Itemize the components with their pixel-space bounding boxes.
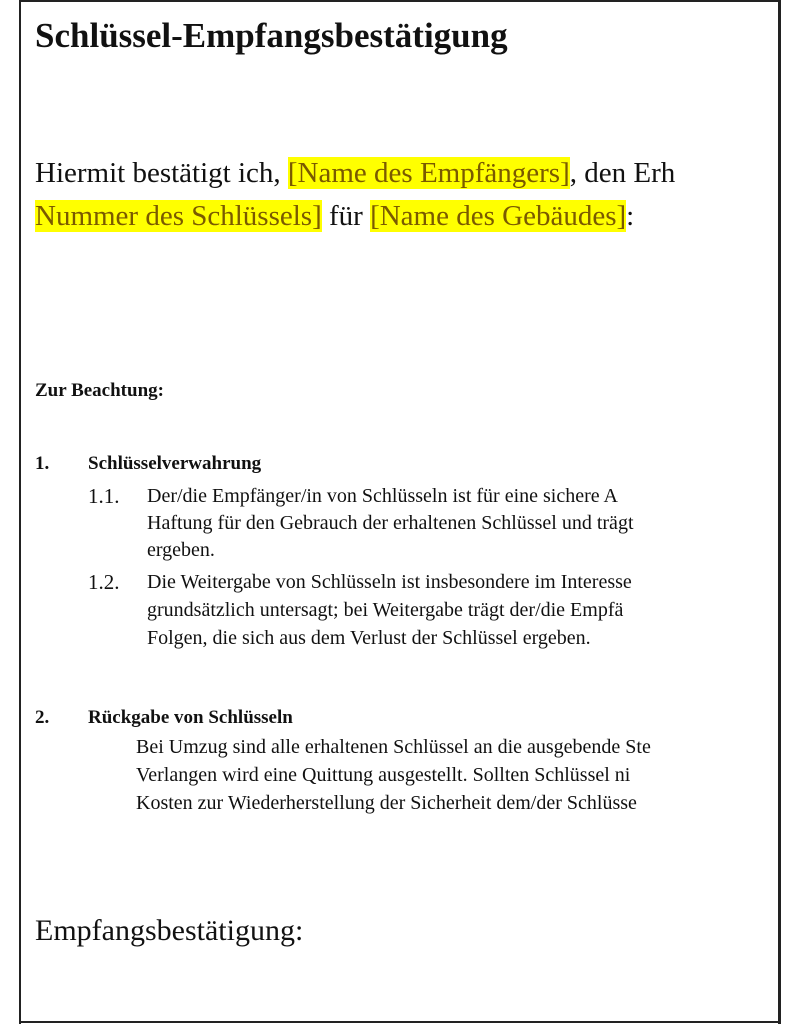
section-2-title: Rückgabe von Schlüsseln: [88, 707, 293, 728]
page-border-left: [19, 0, 21, 1024]
intro-suffix: , den Erh: [569, 157, 676, 189]
notice-heading: Zur Beachtung:: [35, 380, 164, 401]
item-1-1-line: Der/die Empfänger/in von Schlüsseln ist für eine sichere A: [147, 485, 618, 507]
intro-middle: für: [321, 200, 371, 232]
item-1-2-line: Folgen, die sich aus dem Verlust der Schlüssel ergeben.: [147, 627, 591, 649]
receipt-heading: Empfangsbestätigung:: [35, 914, 304, 947]
page-border-bottom: [19, 1021, 781, 1023]
item-1-2-number: 1.2.: [88, 570, 120, 594]
intro-line-2: [35, 195, 634, 237]
item-1-1-line: Haftung für den Gebrauch der erhaltenen Schlüssel und trägt: [147, 512, 634, 534]
page-border-top: [19, 0, 781, 2]
document-title: Schlüssel-Empfangsbestätigung: [35, 16, 508, 55]
intro-line-1: [35, 152, 675, 194]
section-1-number: 1.: [35, 453, 50, 474]
section-2-number: 2.: [35, 707, 50, 728]
item-1-1-number: 1.1.: [88, 484, 120, 508]
building-name-placeholder: [Name des Gebäudes]: [370, 200, 627, 232]
recipient-name-placeholder: [Name des Empfängers]: [287, 157, 570, 189]
section-2-line: Verlangen wird eine Quittung ausgestellt. Sollten Schlüssel ni: [136, 764, 631, 786]
item-1-2-line: grundsätzlich untersagt; bei Weitergabe trägt der/die Empfä: [147, 599, 624, 621]
section-2-line: Bei Umzug sind alle erhaltenen Schlüssel an die ausgebende Ste: [136, 736, 651, 758]
item-1-2-line: Die Weitergabe von Schlüsseln ist insbesondere im Interesse: [147, 571, 632, 593]
item-1-1-line: ergeben.: [147, 539, 215, 561]
page-border-right: [778, 0, 781, 1024]
section-1-title: Schlüsselverwahrung: [88, 453, 262, 474]
intro-prefix: Hiermit bestätigt ich,: [35, 157, 288, 189]
intro-colon: :: [626, 200, 635, 232]
key-number-placeholder: Nummer des Schlüssels]: [35, 200, 322, 232]
section-2-line: Kosten zur Wiederherstellung der Sicherheit dem/der Schlüsse: [136, 792, 637, 814]
